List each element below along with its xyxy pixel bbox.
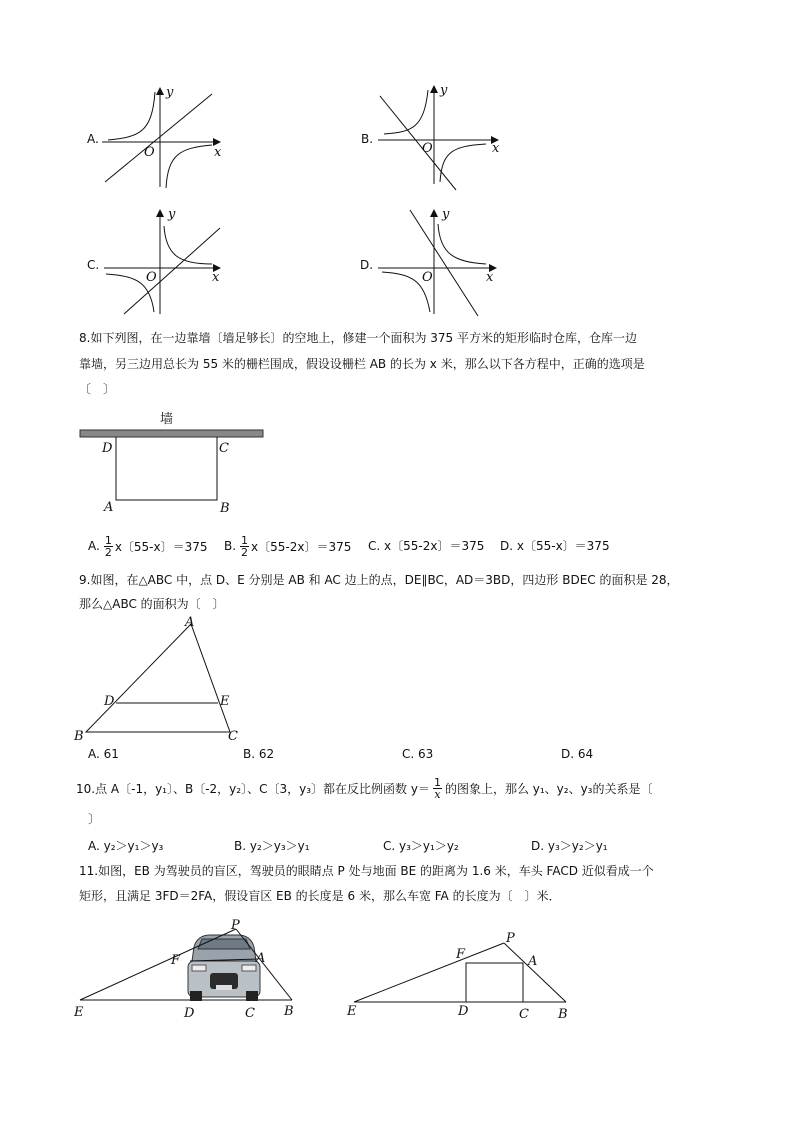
q8-option-a [88,530,208,562]
q9-option-a: A. 61 [88,747,119,761]
point-b-label: B [284,1004,294,1019]
fraction-denominator: x [434,787,441,801]
fraction-numerator: 1 [241,533,249,547]
point-c-label: C [519,1007,529,1022]
fraction-denominator: 2 [241,545,249,559]
origin-label: O [422,141,433,156]
q7-option-d-label: D. [360,258,374,272]
hyperbola-branch [438,224,486,264]
hyperbola-branch [108,92,155,140]
point-a-label: A [185,615,195,630]
point-b-label: B [74,729,84,744]
q7-graph-c [100,206,230,318]
q11-figure-diagram [344,925,584,1025]
point-d-label: D [458,1004,469,1019]
q10-text-part: 的图象上，那么 y₁、y₂、y₃的关系是〔 [444,781,653,796]
q11-text-line2: 矩形，且满足 3FD＝2FA，假设盲区 EB 的长度是 6 米，那么车宽 FA 的长度为〔 〕米． [79,889,561,903]
q9-option-b: B. 62 [243,747,275,761]
car-photo [188,935,260,1001]
q8-option-b [224,530,351,562]
point-a-label: A [104,500,114,515]
wall [80,430,263,437]
q8-option-c: C. x〔55-2x〕＝375 [368,539,485,553]
point-a-label: A [528,954,538,969]
line-graph [124,228,220,314]
hyperbola-branch [166,145,212,188]
q7-graph-d [374,206,504,318]
rectangle-facd [466,963,523,1002]
fraction-numerator: 1 [433,775,441,789]
point-e-label: E [220,694,230,709]
x-label: x [212,270,220,285]
hyperbola-branch [440,144,486,182]
q9-option-d: D. 64 [561,747,594,761]
line-graph [380,96,456,190]
q7-graph-b [376,82,506,192]
origin-label: O [144,145,155,160]
origin-label: O [422,270,433,285]
option-text: x〔55-2x〕＝375 [251,539,352,554]
option-label: B. [224,539,237,553]
q7-graph-a [100,82,230,192]
fraction-numerator: 1 [104,533,112,547]
x-label: x [214,145,222,160]
option-label: A. [88,539,100,553]
fence-rectangle [116,437,217,500]
q10-option-c: C. y₃＞y₁＞y₂ [383,839,459,853]
point-c-label: C [245,1006,255,1021]
q10-text-line1 [76,772,653,804]
y-label: y [168,207,176,222]
q10-text-line2: 〕 [88,812,101,826]
q11-figure-car [70,915,310,1025]
segment-ep [354,943,504,1002]
option-text: x〔55-x〕＝375 [114,539,208,554]
point-b-label: B [220,501,230,516]
point-e-label: E [347,1004,357,1019]
q7-option-a-label: A. [87,132,99,146]
q8-text-line1: 8.如下列图，在一边靠墙〔墙足够长〕的空地上，修建一个面积为 375 平方米的矩形临时仓库，仓库一边 [79,331,637,345]
q10-option-a: A. y₂＞y₁＞y₃ [88,839,164,853]
point-f-label: F [456,947,466,962]
origin-label: O [146,270,157,285]
q7-option-c-label: C. [87,258,100,272]
point-d-label: D [184,1006,195,1021]
point-a-label: A [256,951,266,966]
hyperbola-branch [164,226,212,264]
x-label: x [492,141,500,156]
fraction [433,777,442,800]
q10-option-b: B. y₂＞y₃＞y₁ [234,839,310,853]
point-d-label: D [102,441,113,456]
q8-option-d: D. x〔55-x〕＝375 [500,539,610,553]
line-graph [410,210,478,316]
point-b-label: B [558,1007,568,1022]
q7-option-b-label: B. [361,132,374,146]
y-label: y [440,83,448,98]
y-label: y [442,207,450,222]
q10-text-part: 10.点 A〔-1，y₁〕、B〔-2，y₂〕、C〔3，y₃〕都在反比例函数 y＝ [76,781,430,796]
point-d-label: D [104,694,115,709]
fraction [104,535,113,558]
point-f-label: F [171,953,181,968]
segment-pb [504,943,566,1002]
point-c-label: C [228,729,238,744]
point-p-label: P [231,918,240,933]
q8-figure [78,428,278,518]
q9-option-c: C. 63 [402,747,434,761]
x-label: x [486,270,494,285]
q9-triangle-figure [72,612,252,747]
triangle-abc [86,624,230,732]
fraction-denominator: 2 [104,545,112,559]
point-e-label: E [74,1005,84,1020]
q9-text-line1: 9.如图，在△ABC 中，点 D、E 分别是 AB 和 AC 边上的点，DE∥BC，AD＝3BD，四边形 BDEC 的面积是 28， [79,573,679,587]
q11-text-line1: 11.如图，EB 为驾驶员的盲区，驾驶员的眼睛点 P 处与地面 BE 的距离为 1.6 米，车头 FACD 近似看成一个 [79,864,654,878]
point-c-label: C [219,441,229,456]
y-label: y [166,85,174,100]
point-p-label: P [506,931,515,946]
q8-text-line2: 靠墙，另三边用总长为 55 米的栅栏围成，假设设栅栏 AB 的长为 x 米，那么以下各方程中，正确的选项是 [79,357,645,371]
q10-option-d: D. y₃＞y₂＞y₁ [531,839,608,853]
q8-wall-label: 墙 [160,412,174,427]
q8-text-line3: 〔 〕 [79,382,116,396]
fraction [240,535,249,558]
q9-text-line2: 那么△ABC 的面积为〔 〕 [79,597,225,611]
